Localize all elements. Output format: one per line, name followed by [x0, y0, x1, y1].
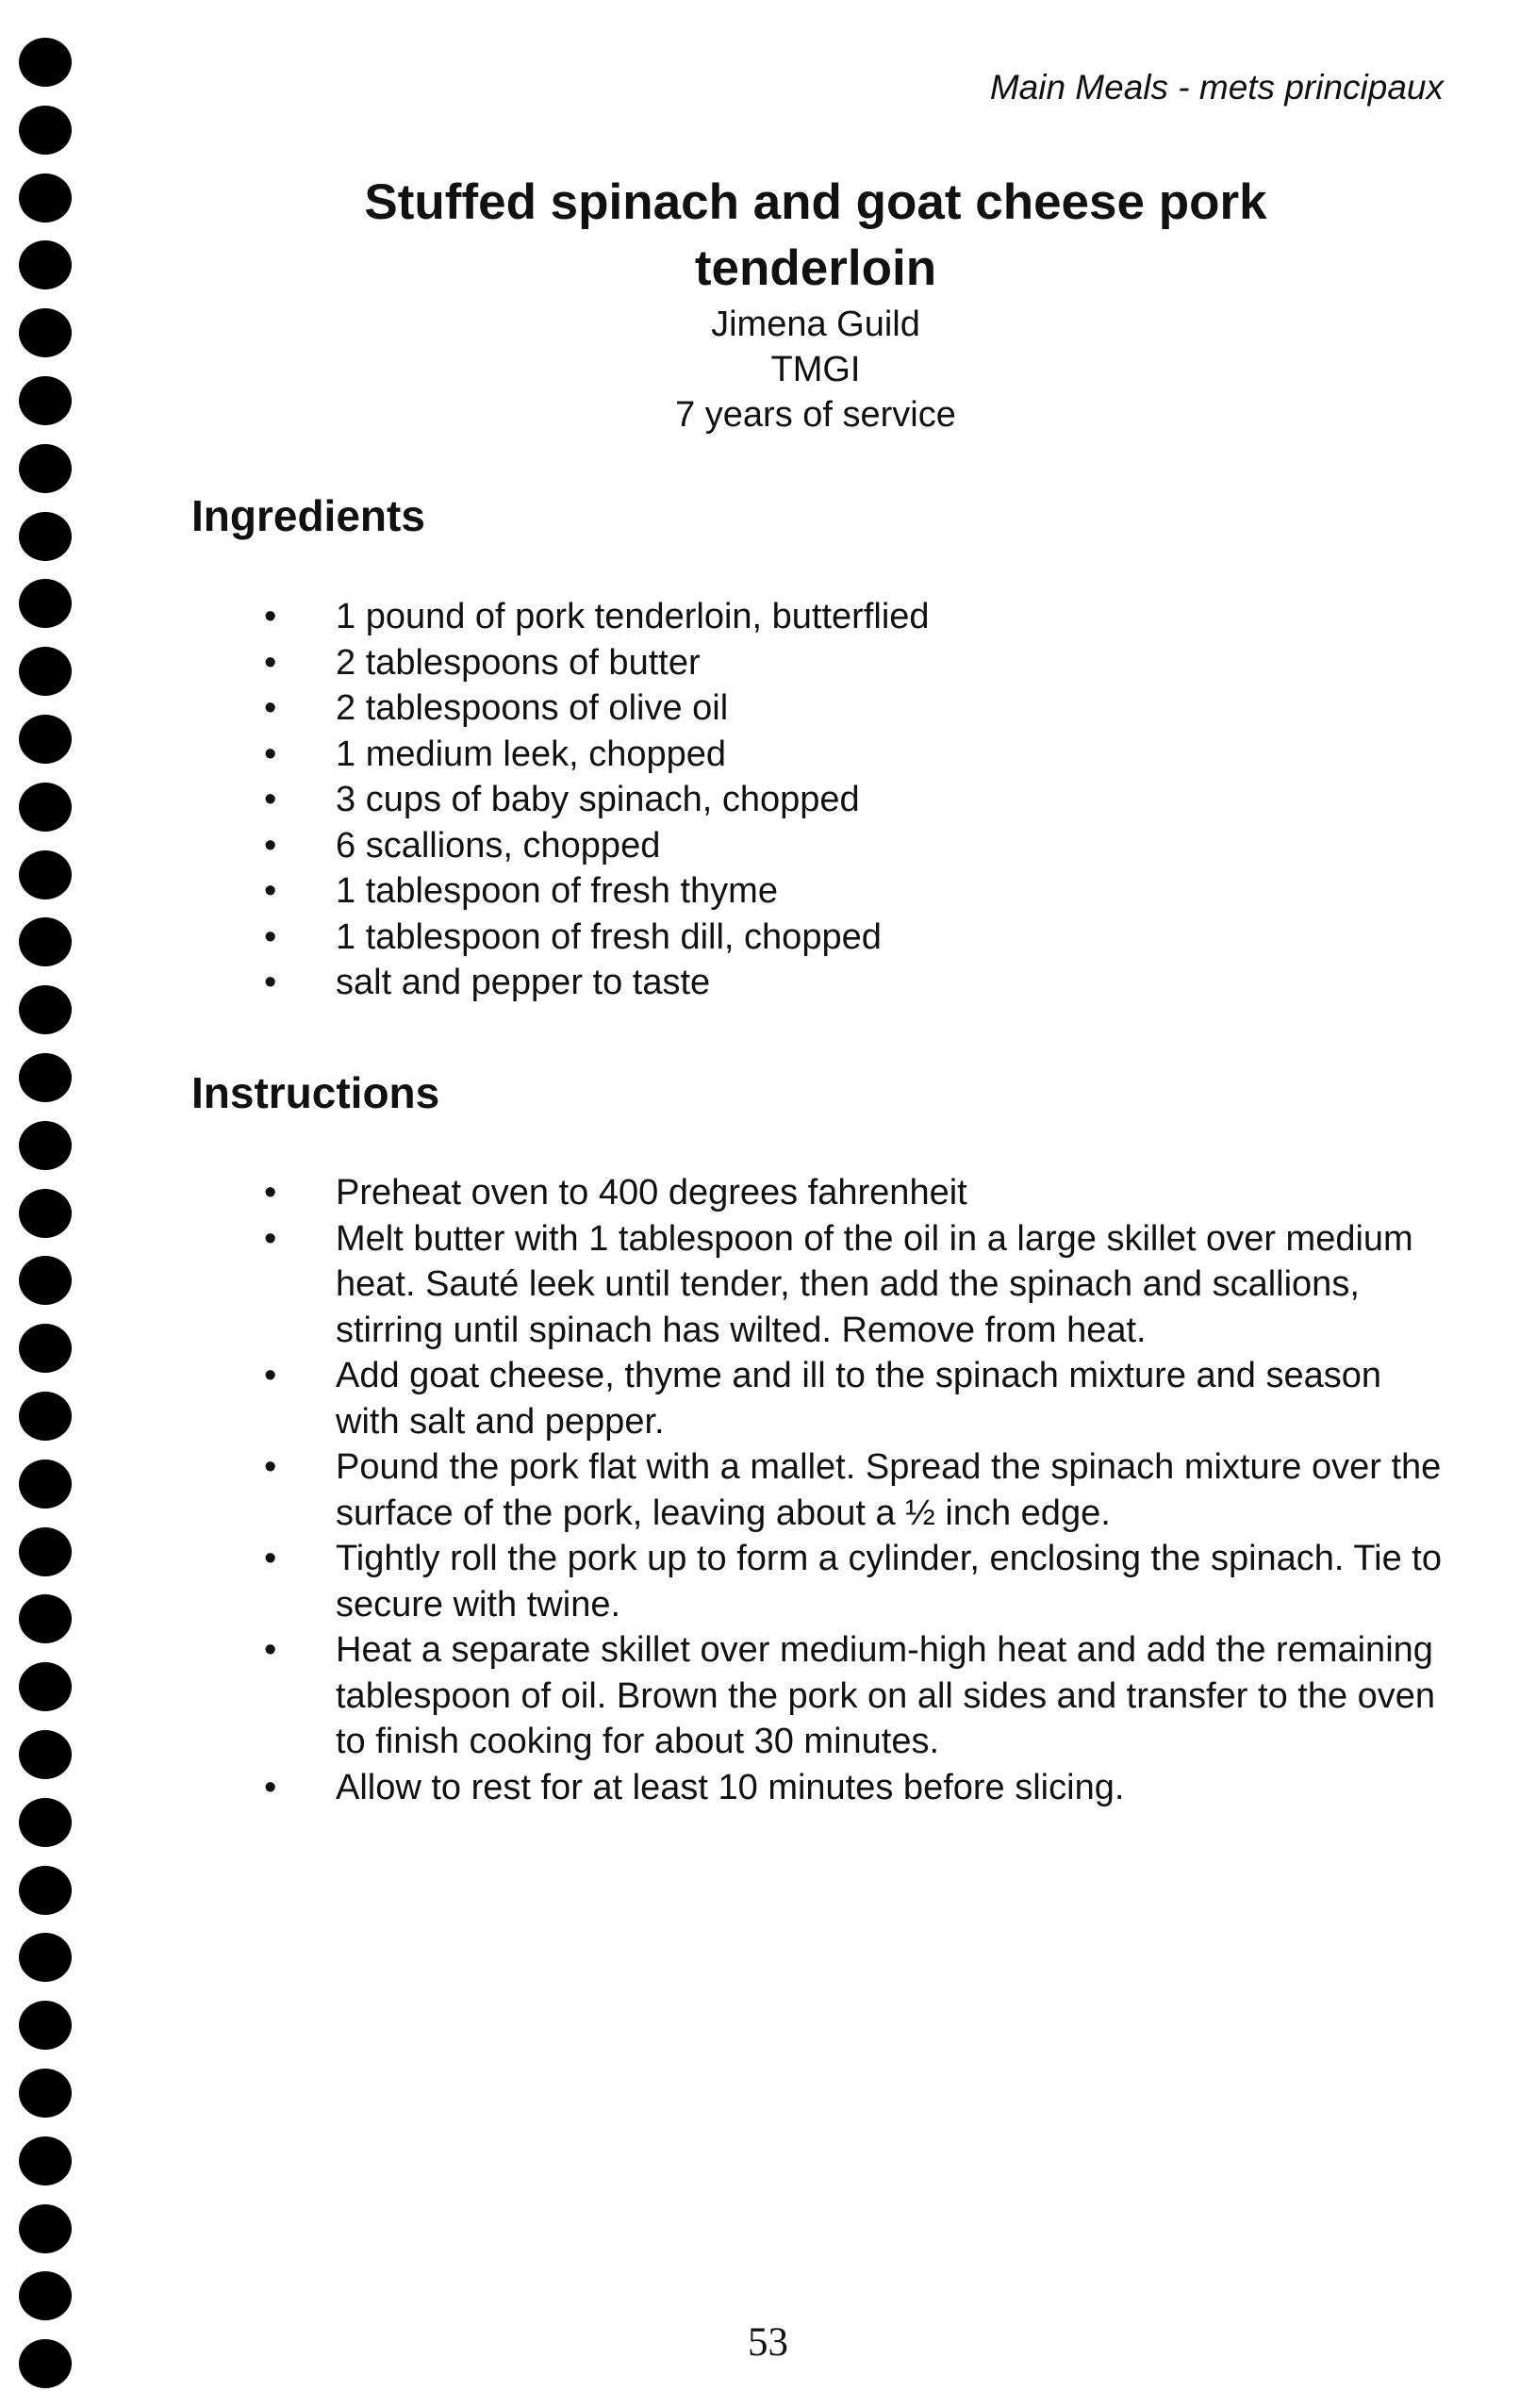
binding-hole — [19, 2204, 72, 2253]
instructions-item — [264, 1765, 1443, 1811]
ingredients-item — [264, 960, 1113, 1006]
binding-hole — [19, 512, 72, 561]
ingredients-item-text: salt and pepper to taste — [336, 963, 711, 1002]
instructions-item — [264, 1353, 1443, 1444]
ingredients-list — [264, 594, 1113, 1006]
instructions-item — [264, 1627, 1443, 1765]
ingredients-item-text: 1 pound of pork tenderloin, butterflied — [336, 597, 930, 636]
binding-hole — [19, 783, 72, 832]
binding-hole — [19, 1324, 72, 1373]
recipe-company: TMGI — [770, 350, 861, 389]
bullet-icon: • — [264, 1173, 277, 1212]
page-number: 53 — [748, 2320, 788, 2365]
bullet-icon: • — [264, 1767, 277, 1807]
bullet-icon: • — [264, 780, 277, 819]
bullet-icon: • — [264, 1218, 277, 1259]
recipe-author: Jimena Guild — [711, 305, 920, 344]
ingredients-item — [264, 594, 1113, 640]
binding-hole — [19, 240, 72, 289]
bullet-icon: • — [264, 1539, 277, 1578]
bullet-icon: • — [264, 642, 277, 683]
spiral-binding — [19, 38, 75, 2395]
binding-hole — [19, 1662, 72, 1711]
section-header: Main Meals - mets principaux — [989, 68, 1444, 107]
binding-hole — [19, 173, 72, 223]
bullet-icon: • — [264, 734, 277, 774]
binding-hole — [19, 376, 72, 425]
binding-hole — [19, 38, 72, 87]
instructions-item-text: Heat a separate skillet over medium-high heat and add the remaining tablespoon of oil. Brown the pork on all sides and transfer to the oven to finish cooking for about 30 minutes. — [336, 1630, 1436, 1761]
binding-hole — [19, 106, 72, 155]
recipe-title: Stuffed spinach and goat cheese pork tenderloin — [364, 174, 1267, 296]
binding-hole — [19, 1053, 72, 1102]
instructions-item — [264, 1170, 1443, 1216]
instructions-item — [264, 1536, 1443, 1627]
bullet-icon: • — [264, 1447, 277, 1487]
binding-hole — [19, 1189, 72, 1238]
ingredients-item — [264, 732, 1113, 778]
binding-hole — [19, 1392, 72, 1441]
bullet-icon: • — [264, 871, 277, 911]
instructions-item — [264, 1216, 1443, 1354]
bullet-icon: • — [264, 1356, 277, 1395]
instructions-heading: Instructions — [191, 1068, 440, 1117]
binding-hole — [19, 444, 72, 493]
instructions-list — [264, 1170, 1443, 1810]
ingredients-item — [264, 868, 1113, 915]
ingredients-item — [264, 915, 1113, 961]
binding-hole — [19, 850, 72, 899]
binding-hole — [19, 579, 72, 628]
bullet-icon: • — [264, 825, 277, 866]
binding-hole — [19, 1121, 72, 1170]
binding-hole — [19, 985, 72, 1034]
binding-hole — [19, 917, 72, 966]
recipe-service: 7 years of service — [675, 395, 956, 435]
binding-hole — [19, 647, 72, 696]
instructions-item-text: Preheat oven to 400 degrees fahrenheit — [336, 1173, 967, 1212]
recipe-title-block — [283, 170, 1348, 437]
binding-hole — [19, 1933, 72, 1982]
ingredients-item-text: 3 cups of baby spinach, chopped — [336, 780, 860, 819]
binding-hole — [19, 2069, 72, 2118]
binding-hole — [19, 308, 72, 357]
binding-hole — [19, 1866, 72, 1915]
ingredients-item-text: 6 scallions, chopped — [336, 825, 661, 866]
ingredients-item-text: 1 tablespoon of fresh dill, chopped — [336, 916, 882, 957]
binding-hole — [19, 2136, 72, 2185]
ingredients-item — [264, 823, 1113, 869]
instructions-item-text: Melt butter with 1 tablespoon of the oil in a large skillet over medium heat. Sauté leek until tender, then add the spinach and scallions, stirring until spinach has wilted. Remove from heat. — [336, 1218, 1413, 1350]
bullet-icon: • — [264, 963, 277, 1002]
bullet-icon: • — [264, 688, 277, 728]
ingredients-item — [264, 640, 1113, 686]
ingredients-item — [264, 685, 1113, 732]
instructions-item-text: Allow to rest for at least 10 minutes before slicing. — [336, 1767, 1125, 1807]
binding-hole — [19, 1730, 72, 1779]
bullet-icon: • — [264, 1630, 277, 1670]
binding-hole — [19, 2271, 72, 2320]
binding-hole — [19, 715, 72, 764]
instructions-item-text: Add goat cheese, thyme and ill to the spinach mixture and season with salt and pepper. — [336, 1356, 1382, 1442]
instructions-item-text: Tightly roll the pork up to form a cylinder, enclosing the spinach. Tie to secure with twine. — [336, 1539, 1442, 1625]
binding-hole — [19, 1256, 72, 1305]
instructions-item — [264, 1444, 1443, 1536]
binding-hole — [19, 1527, 72, 1576]
ingredients-item-text: 2 tablespoons of butter — [336, 642, 701, 683]
ingredients-heading: Ingredients — [191, 491, 425, 540]
binding-hole — [19, 1798, 72, 1847]
ingredients-item-text: 1 medium leek, chopped — [336, 734, 727, 774]
bullet-icon: • — [264, 597, 277, 636]
ingredients-item — [264, 777, 1113, 823]
bullet-icon: • — [264, 916, 277, 957]
binding-hole — [19, 2001, 72, 2050]
instructions-item-text: Pound the pork flat with a mallet. Spread the spinach mixture over the surface of the pork, leaving about a ½ inch edge. — [336, 1447, 1442, 1533]
ingredients-item-text: 1 tablespoon of fresh thyme — [336, 871, 778, 911]
ingredients-item-text: 2 tablespoons of olive oil — [336, 688, 729, 728]
binding-hole — [19, 1594, 72, 1643]
binding-hole — [19, 1460, 72, 1509]
